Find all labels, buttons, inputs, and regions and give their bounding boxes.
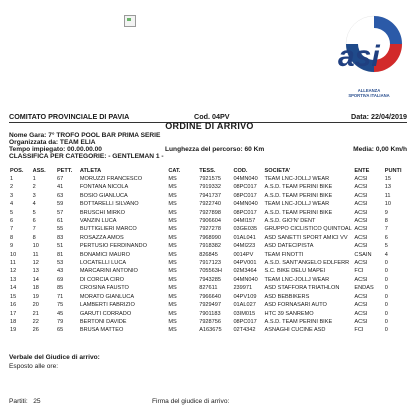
table-row xyxy=(9,310,407,318)
cell-pett: 81 xyxy=(56,251,64,258)
cell-punti: 7 xyxy=(384,226,388,233)
table-row xyxy=(9,251,407,259)
event-code: Cod. 04PV xyxy=(194,112,230,121)
cell-societa: ASD FORNASARI AUTO xyxy=(264,302,327,309)
cell-tess: 7928756 xyxy=(199,318,221,325)
cell-cod: 02T4342 xyxy=(233,327,256,334)
cell-cod: 04MN040 xyxy=(233,201,258,208)
cell-punti: 6 xyxy=(384,234,388,241)
cell-societa: A.S.D. TEAM PERINI BIKE xyxy=(264,184,333,191)
table-row xyxy=(9,301,407,309)
cell-ass: 20 xyxy=(32,302,39,309)
cell-ente: ENDAS xyxy=(354,285,374,292)
asi-logo-tagline: ALLEANZA SPORTIVA ITALIANA xyxy=(348,88,390,98)
cell-ente: FCI xyxy=(354,327,364,334)
cell-pos: 12 xyxy=(10,268,17,275)
cell-cod: 04PV109 xyxy=(233,293,257,300)
cell-cat: MS xyxy=(168,176,177,182)
cell-tess: 7941737 xyxy=(199,192,221,199)
cell-ente: ACSI xyxy=(354,184,368,191)
cell-tess: 7968990 xyxy=(199,234,221,241)
cell-cat: MS xyxy=(168,251,177,258)
cell-cat: MS xyxy=(168,218,177,225)
cell-punti: 0 xyxy=(384,293,388,300)
cell-societa: TEAM LNC-JOLLJ WEAR xyxy=(264,276,330,283)
asi-logo-graphic xyxy=(330,14,408,88)
cell-punti: 13 xyxy=(384,184,391,191)
cell-cod: 03IM015 xyxy=(233,310,256,317)
cell-societa: ASD BEBBIKERS xyxy=(264,293,310,300)
col-atleta: ATLETA xyxy=(79,167,102,174)
asi-logo xyxy=(330,14,408,98)
cell-cod: 04MN040 xyxy=(233,276,258,283)
cell-pett: 43 xyxy=(56,268,64,275)
broken-image-icon xyxy=(124,15,136,27)
cell-ente: ACSI xyxy=(354,234,368,241)
cell-societa: HTC 39 SANREMO xyxy=(264,310,314,317)
cell-punti: 4 xyxy=(384,251,388,258)
cell-ass: 2 xyxy=(32,184,36,191)
cell-ass: 21 xyxy=(32,310,39,317)
cell-cat: MS xyxy=(168,234,177,241)
cell-societa: ASD STAFFORA TRIATHLON xyxy=(264,285,340,292)
cell-ass: 4 xyxy=(32,201,36,208)
cell-ente: ACSI xyxy=(354,302,368,309)
cell-pett: 75 xyxy=(56,302,64,309)
cell-ente: ACSI xyxy=(354,276,368,283)
race-organizer: Organizzata da: TEAM ELIA xyxy=(9,139,96,146)
cell-atleta: ROSAZZA AMOS xyxy=(79,234,124,241)
results-header-row xyxy=(9,166,407,175)
cell-tess: 705563H xyxy=(199,268,222,275)
cell-pos: 19 xyxy=(10,327,17,334)
cell-tess: 827611 xyxy=(199,285,218,292)
cell-cod: 239971 xyxy=(233,285,253,292)
cell-pett: 67 xyxy=(56,176,64,182)
cell-pett: 61 xyxy=(56,218,64,225)
cell-cod: 04MI157 xyxy=(233,218,256,225)
cell-ass: 6 xyxy=(32,218,36,225)
cell-cat: MS xyxy=(168,184,177,191)
cell-cat: MS xyxy=(168,201,177,208)
cell-pett: 57 xyxy=(56,209,64,216)
cell-pett: 79 xyxy=(56,318,64,325)
table-row xyxy=(9,234,407,242)
cell-pos: 15 xyxy=(10,293,17,300)
cell-atleta: BOSIO GIANLUCA xyxy=(79,192,128,199)
cell-atleta: MORUZZI FRANCESCO xyxy=(79,176,143,182)
cell-pos: 4 xyxy=(10,201,14,208)
cell-atleta: LOCATELLI LUCA xyxy=(79,260,127,267)
cell-pos: 16 xyxy=(10,302,17,309)
cell-atleta: LAMBERTI FABRIZIO xyxy=(79,302,135,309)
cell-pos: 7 xyxy=(10,226,14,233)
cell-atleta: GARUTI CORRADO xyxy=(79,310,132,317)
cell-pett: 71 xyxy=(56,293,64,300)
col-societa: SOCIETA' xyxy=(264,167,291,174)
cell-cat: MS xyxy=(168,310,177,317)
cell-tess: 7966640 xyxy=(199,293,221,300)
cell-punti: 0 xyxy=(384,302,388,309)
cell-cat: MS xyxy=(168,276,177,283)
cell-pett: 85 xyxy=(56,285,64,292)
cell-pett: 69 xyxy=(56,276,64,283)
cell-tess: 7927898 xyxy=(199,209,221,216)
cell-tess: 7929497 xyxy=(199,302,221,309)
cell-ente: ACSI xyxy=(354,318,368,325)
cell-cod: 02M3464 xyxy=(233,268,257,275)
cell-atleta: FONTANA NICOLA xyxy=(79,184,129,191)
cell-cat: MS xyxy=(168,226,177,233)
cell-ass: 26 xyxy=(32,327,39,334)
cell-pett: 59 xyxy=(56,201,64,208)
cell-pos: 8 xyxy=(10,234,14,241)
cell-tess: 7922740 xyxy=(199,201,221,208)
cell-cod: 08PC017 xyxy=(233,209,257,216)
cell-tess: A163675 xyxy=(199,327,222,334)
cell-atleta: MORATO GIANLUCA xyxy=(79,293,135,300)
cell-tess: 7918382 xyxy=(199,243,221,250)
cell-ente: ACSI xyxy=(354,218,368,225)
cell-pos: 13 xyxy=(10,276,17,283)
cell-punti: 0 xyxy=(384,285,388,292)
cell-societa: A.S.D. GIO'N' DENT xyxy=(264,218,316,225)
cell-cod: 01AL041 xyxy=(233,234,256,241)
organizer-committee: COMITATO PROVINCIALE DI PAVIA xyxy=(9,112,130,121)
cell-cat: MS xyxy=(168,260,177,267)
table-row xyxy=(9,217,407,225)
cell-cat: MS xyxy=(168,302,177,309)
cell-atleta: BRUSA MATTEO xyxy=(79,327,124,334)
cell-punti: 5 xyxy=(384,243,388,250)
partiti-value: 25 xyxy=(33,398,41,405)
cell-punti: 0 xyxy=(384,318,388,325)
cell-atleta: BERTONI DAVIDE xyxy=(79,318,127,325)
table-row xyxy=(9,242,407,250)
col-cod: COD. xyxy=(233,167,248,174)
cell-cod: 04PV001 xyxy=(233,260,257,267)
cell-punti: 0 xyxy=(384,268,388,275)
cell-cat: MS xyxy=(168,318,177,325)
cell-cod: 08PC017 xyxy=(233,184,257,191)
cell-pos: 6 xyxy=(10,218,14,225)
col-ente: ENTE xyxy=(354,167,370,174)
cell-cod: 08PC017 xyxy=(233,192,257,199)
col-tess: TESS. xyxy=(199,167,216,174)
cell-ente: ACSI xyxy=(354,260,368,267)
cell-ente: ACSI xyxy=(354,226,368,233)
cell-atleta: PERTUSIO FERDINANDO xyxy=(79,243,147,250)
cell-atleta: BUTTIGLIERI MARCO xyxy=(79,226,137,233)
table-row xyxy=(9,259,407,267)
firma-label: Firma del giudice di arrivo: xyxy=(152,398,230,405)
cell-pett: 45 xyxy=(56,310,64,317)
cell-ass: 12 xyxy=(32,260,39,267)
cell-cod: 04MN040 xyxy=(233,176,258,182)
partiti-label: Partiti: xyxy=(9,398,28,405)
cell-pos: 17 xyxy=(10,310,17,317)
cell-pett: 63 xyxy=(56,192,64,199)
cell-cod: 01AL027 xyxy=(233,302,256,309)
cell-atleta: BONAMICI MAURO xyxy=(79,251,130,258)
cell-ente: FCI xyxy=(354,268,364,275)
race-length: Lunghezza del percorso: 60 Km xyxy=(165,146,265,153)
cell-pos: 18 xyxy=(10,318,17,325)
table-row xyxy=(9,192,407,200)
cell-ente: ACSI xyxy=(354,176,368,182)
cell-cat: MS xyxy=(168,285,177,292)
cell-societa: A.S.D. TEAM PERINI BIKE xyxy=(264,192,333,199)
cell-cat: MS xyxy=(168,192,177,199)
table-row xyxy=(9,276,407,284)
cell-ass: 13 xyxy=(32,268,39,275)
cell-cat: MS xyxy=(168,268,177,275)
esposto-label: Esposto alle ore: xyxy=(9,363,59,370)
cell-ass: 7 xyxy=(32,226,36,233)
cell-ente: CSAIN xyxy=(354,251,372,258)
cell-ente: ACSI xyxy=(354,192,368,199)
cell-tess: 826845 xyxy=(199,251,218,258)
cell-ass: 1 xyxy=(32,176,36,182)
event-date: Data: 22/04/2019 xyxy=(351,112,407,121)
table-row xyxy=(9,284,407,292)
cell-cod: 04MI223 xyxy=(233,243,256,250)
cell-pos: 11 xyxy=(10,260,16,267)
cell-ass: 5 xyxy=(32,209,36,216)
race-time: Tempo impiegato: 00.00.00.00 xyxy=(9,146,102,153)
table-row xyxy=(9,267,407,275)
cell-ass: 10 xyxy=(32,243,39,250)
cell-cod: 03GE035 xyxy=(233,226,258,233)
cell-ass: 18 xyxy=(32,285,39,292)
cell-ass: 14 xyxy=(32,276,39,283)
race-classification: CLASSIFICA PER CATEGORIE: - GENTLEMAN 1 - xyxy=(9,153,164,160)
table-row xyxy=(9,318,407,326)
cell-societa: S.C. BIKE DELU MAPEI xyxy=(264,268,326,275)
cell-atleta: BOTTARELLI SILVANO xyxy=(79,201,139,208)
cell-pett: 55 xyxy=(56,226,64,233)
table-row xyxy=(9,209,407,217)
cell-pos: 2 xyxy=(10,184,14,191)
cell-punti: 0 xyxy=(384,310,388,317)
cell-tess: 7917123 xyxy=(199,260,221,267)
cell-societa: GRUPPO CICLISTICO QUINTOAL xyxy=(264,226,352,233)
cell-pett: 83 xyxy=(56,234,64,241)
cell-pett: 65 xyxy=(56,327,64,334)
cell-cat: MS xyxy=(168,293,177,300)
cell-cod: 0014PV xyxy=(233,251,254,258)
cell-pett: 53 xyxy=(56,260,64,267)
table-row xyxy=(9,175,407,183)
table-row xyxy=(9,225,407,233)
cell-tess: 7921575 xyxy=(199,176,221,182)
cell-pett: 51 xyxy=(56,243,64,250)
cell-societa: ASD DATECIPISTA xyxy=(264,243,314,250)
cell-ass: 11 xyxy=(32,251,39,258)
col-pos: POS. xyxy=(10,167,24,174)
cell-pos: 3 xyxy=(10,192,14,199)
cell-cat: MS xyxy=(168,243,177,250)
cell-societa: TEAM LNC-JOLLJ WEAR xyxy=(264,176,330,182)
partiti-count xyxy=(9,398,41,405)
verbale-label: Verbale del Giudice di arrivo: xyxy=(9,354,100,361)
cell-societa: ASD SANETTI SPORT AMICI VV xyxy=(264,234,348,241)
cell-pos: 10 xyxy=(10,251,17,258)
cell-cat: MS xyxy=(168,209,177,216)
col-pett: PETT. xyxy=(56,167,73,174)
col-ass: ASS. xyxy=(32,167,46,174)
table-row xyxy=(9,293,407,301)
cell-atleta: VANZIN LUCA xyxy=(79,218,117,225)
cell-pos: 1 xyxy=(10,176,14,182)
cell-tess: 7906604 xyxy=(199,218,221,225)
cell-pos: 5 xyxy=(10,209,14,216)
cell-societa: ASNAGHI CUCINE ASD xyxy=(264,327,326,334)
cell-pos: 9 xyxy=(10,243,14,250)
table-row xyxy=(9,200,407,208)
race-name: Nome Gara: 7° TROFO POOL BAR PRIMA SERIE xyxy=(9,132,161,139)
cell-punti: 8 xyxy=(384,218,388,225)
cell-tess: 7943285 xyxy=(199,276,221,283)
cell-punti: 9 xyxy=(384,209,388,216)
cell-ass: 8 xyxy=(32,234,36,241)
cell-punti: 0 xyxy=(384,276,388,283)
col-punti: PUNTI xyxy=(384,167,402,174)
table-row xyxy=(9,326,407,334)
svg-text:asi: asi xyxy=(338,40,380,73)
cell-cat: MS xyxy=(168,327,177,334)
cell-societa: TEAM FINOTTI xyxy=(264,251,304,258)
cell-punti: 10 xyxy=(384,201,391,208)
cell-ente: ACSI xyxy=(354,201,368,208)
table-row xyxy=(9,183,407,191)
cell-tess: 7919332 xyxy=(199,184,221,191)
cell-ente: ACSI xyxy=(354,209,368,216)
cell-ente: ACSI xyxy=(354,293,368,300)
cell-atleta: DI CORCIA CIRO xyxy=(79,276,125,283)
cell-ass: 19 xyxy=(32,293,39,300)
race-average-speed: Media: 0,00 Km/h xyxy=(353,146,407,153)
cell-pett: 41 xyxy=(56,184,64,191)
cell-societa: A.S.D. TEAM PERINI BIKE xyxy=(264,318,333,325)
cell-atleta: CROSINA FAUSTO xyxy=(79,285,129,292)
cell-tess: 7927278 xyxy=(199,226,221,233)
cell-societa: A.S.D. TEAM PERINI BIKE xyxy=(264,209,333,216)
cell-societa: A.S.D. SANT'ANGELO EDLFERR xyxy=(264,260,350,267)
cell-pos: 14 xyxy=(10,285,17,292)
page-title: ORDINE DI ARRIVO xyxy=(165,121,254,131)
cell-ass: 3 xyxy=(32,192,36,199)
cell-punti: 15 xyxy=(384,176,391,182)
cell-atleta: BRUSCHI MIRKO xyxy=(79,209,125,216)
cell-tess: 7901183 xyxy=(199,310,221,317)
cell-cod: 08PC017 xyxy=(233,318,257,325)
col-cat: CAT. xyxy=(168,167,181,174)
cell-ente: ACSI xyxy=(354,310,368,317)
cell-punti: 0 xyxy=(384,327,388,334)
cell-ente: ACSI xyxy=(354,243,368,250)
cell-punti: 11 xyxy=(384,192,391,199)
cell-societa: TEAM LNC-JOLLJ WEAR xyxy=(264,201,330,208)
cell-ass: 22 xyxy=(32,318,39,325)
cell-atleta: MARCARINI ANTONIO xyxy=(79,268,138,275)
results-table xyxy=(9,166,407,335)
cell-punti: 0 xyxy=(384,260,388,267)
